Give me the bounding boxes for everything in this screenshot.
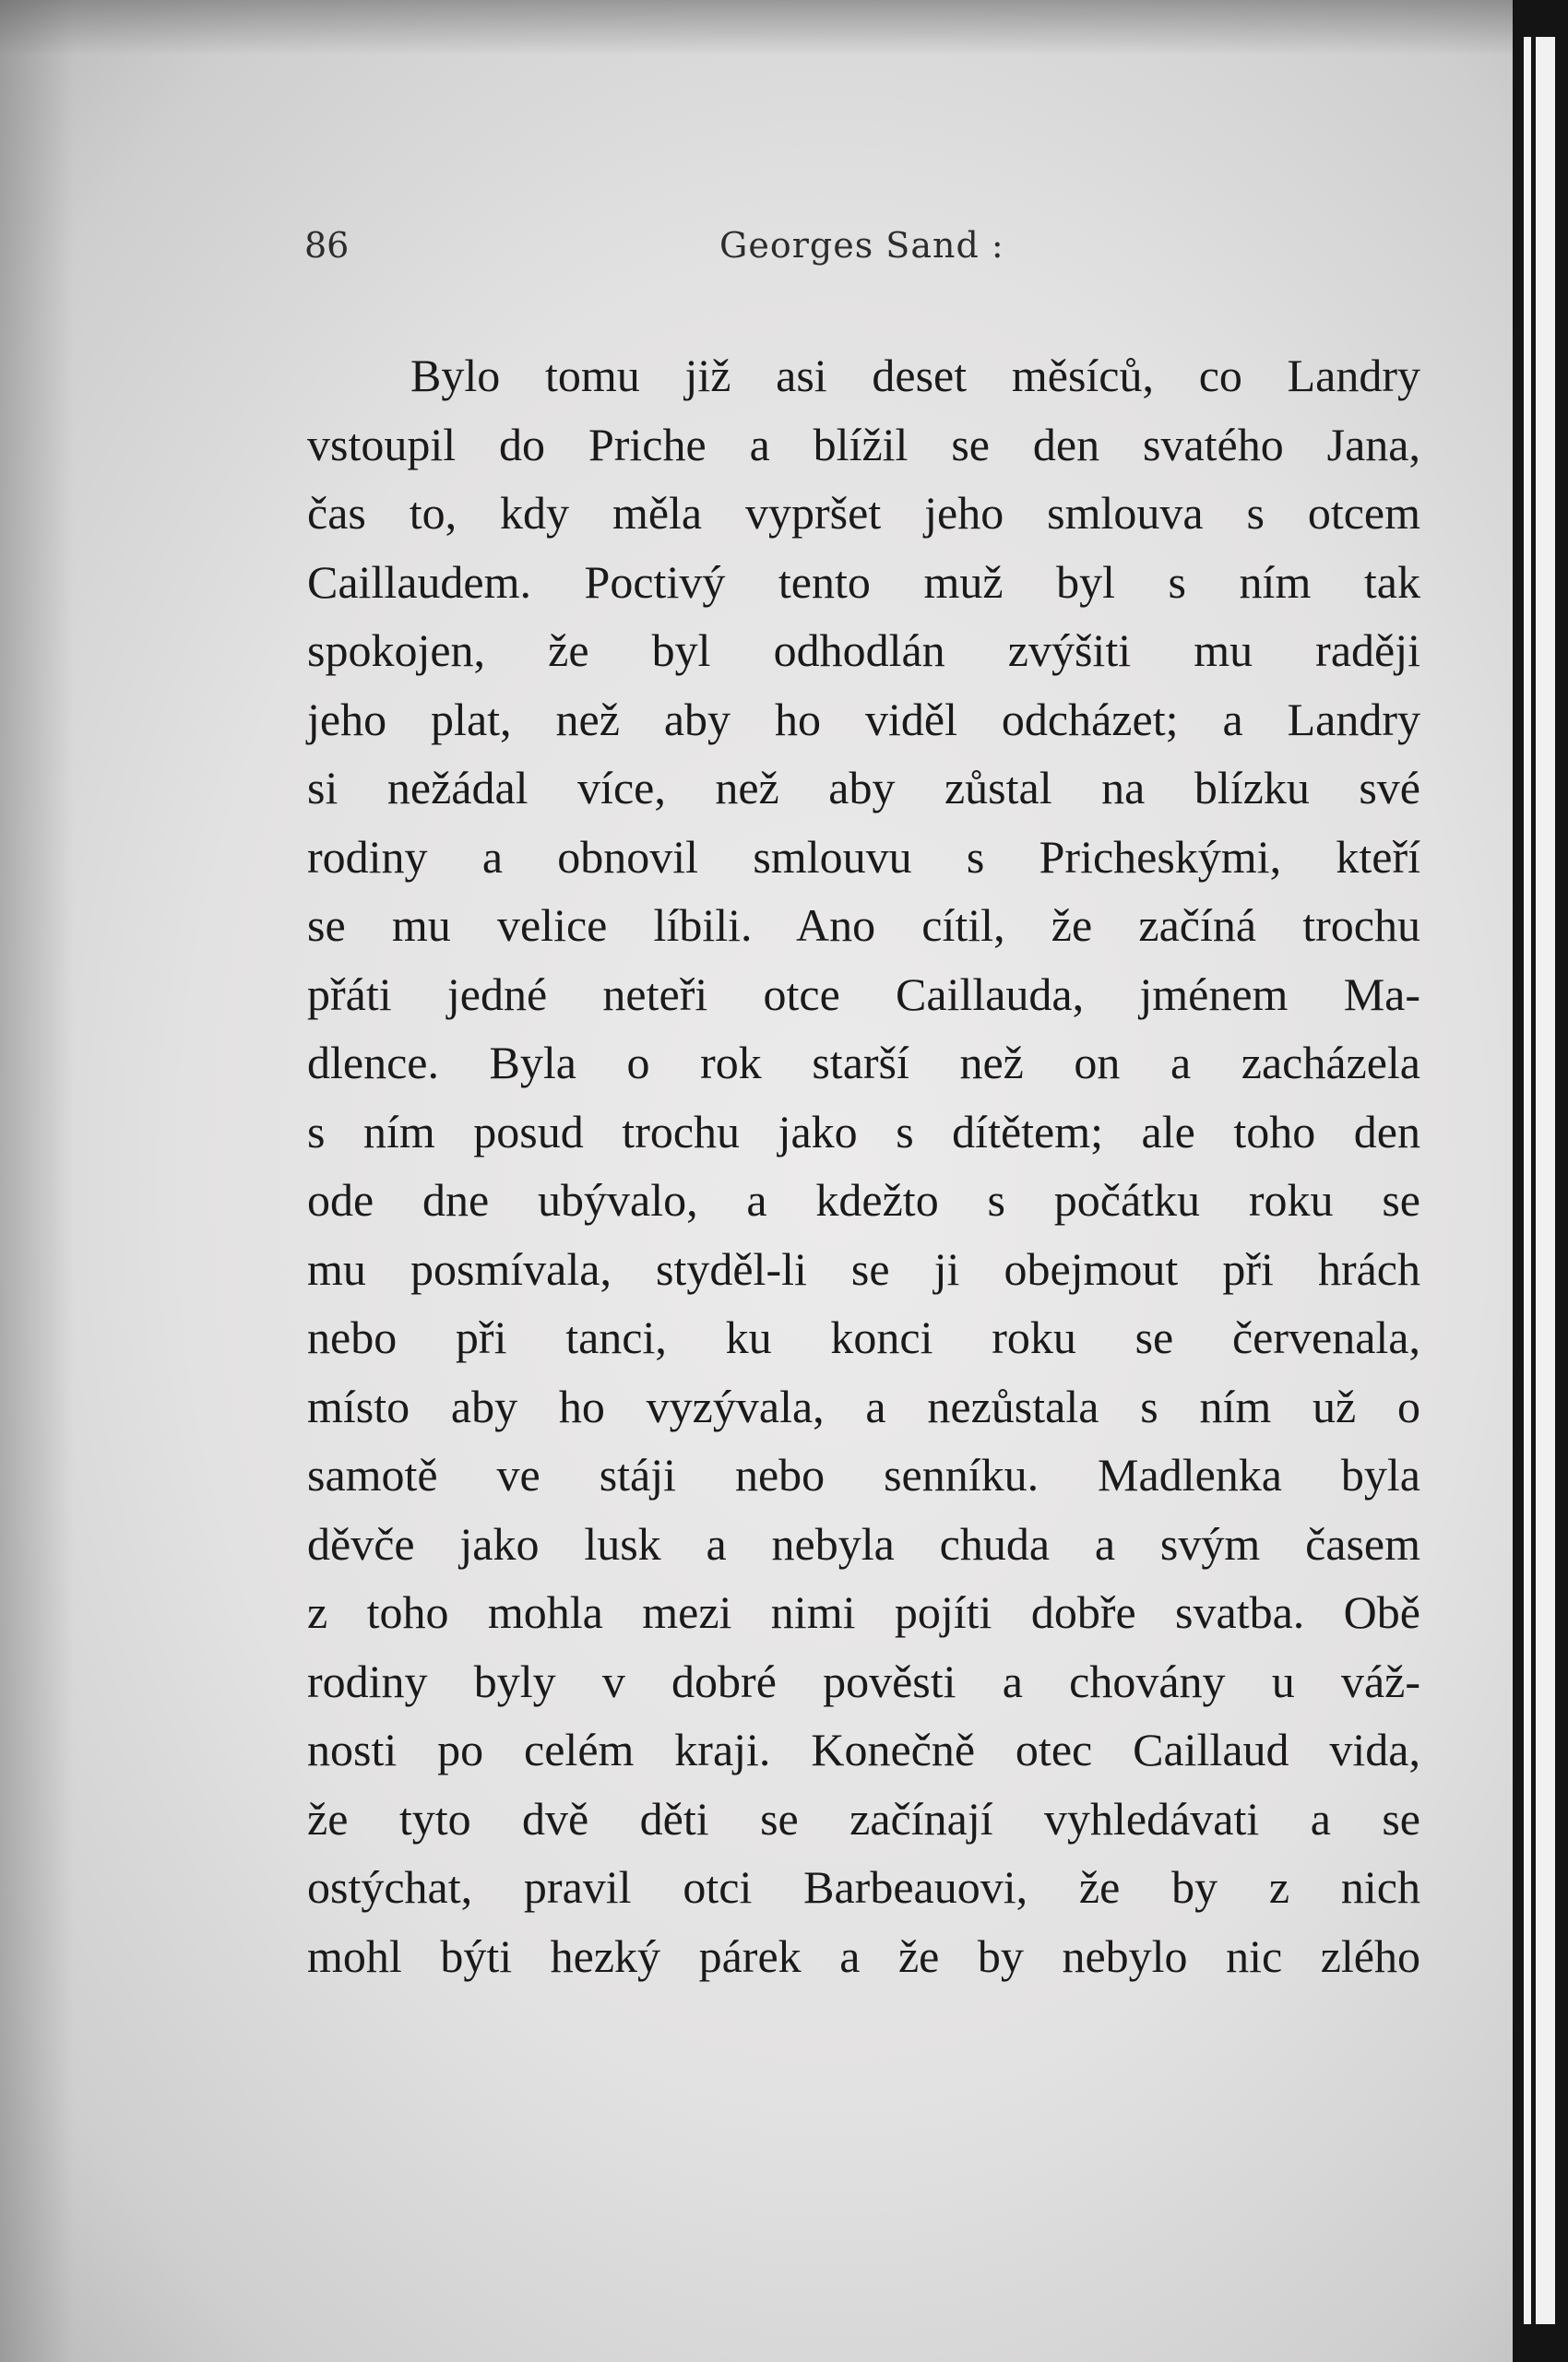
text-line: Bylo tomu již asi deset měsíců, co Landry [410, 350, 1420, 401]
text-line: ode dne ubývalo, a kdežto s počátku roku se [307, 1174, 1420, 1226]
edge-strip [1524, 37, 1555, 2324]
text-line: přáti jedné neteři otce Caillauda, jménem Ma- [307, 967, 1420, 1020]
text-line: se mu velice líbili. Ano cítil, že začíná trochu [307, 899, 1420, 951]
text-line: rodiny a obnovil smlouvu s Pricheskými, kteří [307, 830, 1420, 883]
text-line: dlence. Byla o rok starší než on a zacházela [307, 1037, 1420, 1088]
text-line: že tyto dvě děti se začínají vyhledávati a se [307, 1792, 1420, 1845]
text-line: čas to, kdy měla vypršet jeho smlouva s otcem [307, 487, 1420, 539]
text-line: jeho plat, než aby ho viděl odcházet; a Landry [307, 693, 1420, 745]
text-line: si nežádal více, než aby zůstal na blízku své [307, 762, 1420, 813]
text-line: samotě ve stáji nebo senníku. Madlenka byla [307, 1449, 1420, 1501]
text-line: mohl býti hezký párek a že by nebylo nic zlého [307, 1929, 1420, 1982]
text-line: nebo při tanci, ku konci roku se červenala, [307, 1312, 1420, 1363]
running-title: Georges Sand : [719, 225, 1004, 266]
text-line: s ním posud trochu jako s dítětem; ale toho den [307, 1105, 1420, 1157]
page-edge [1513, 0, 1568, 2362]
text-line: Caillaudem. Poctivý tento muž byl s ním tak [307, 555, 1420, 608]
text-line: místo aby ho vyzývala, a nezůstala s ním už o [307, 1380, 1420, 1432]
text-line: mu posmívala, styděl-li se ji obejmout při hrách [307, 1242, 1420, 1295]
body-text [307, 341, 1420, 1990]
edge-rule [1531, 37, 1536, 2324]
text-line: děvče jako lusk a nebyla chuda a svým časem [307, 1517, 1420, 1570]
text-line: vstoupil do Priche a blížil se den svatého Jana, [307, 418, 1420, 470]
text-line: z toho mohla mezi nimi pojíti dobře svatba. Obě [307, 1586, 1420, 1638]
text-line: spokojen, že byl odhodlán zvýšiti mu raději [307, 624, 1420, 676]
text-line: ostýchat, pravil otci Barbeauovi, že by z nich [307, 1861, 1420, 1913]
text-line: rodiny byly v dobré pověsti a chovány u váž- [307, 1655, 1420, 1707]
page-number: 86 [304, 225, 350, 266]
running-head [304, 225, 1384, 271]
text-line: nosti po celém kraji. Konečně otec Caillaud vida, [307, 1724, 1420, 1775]
